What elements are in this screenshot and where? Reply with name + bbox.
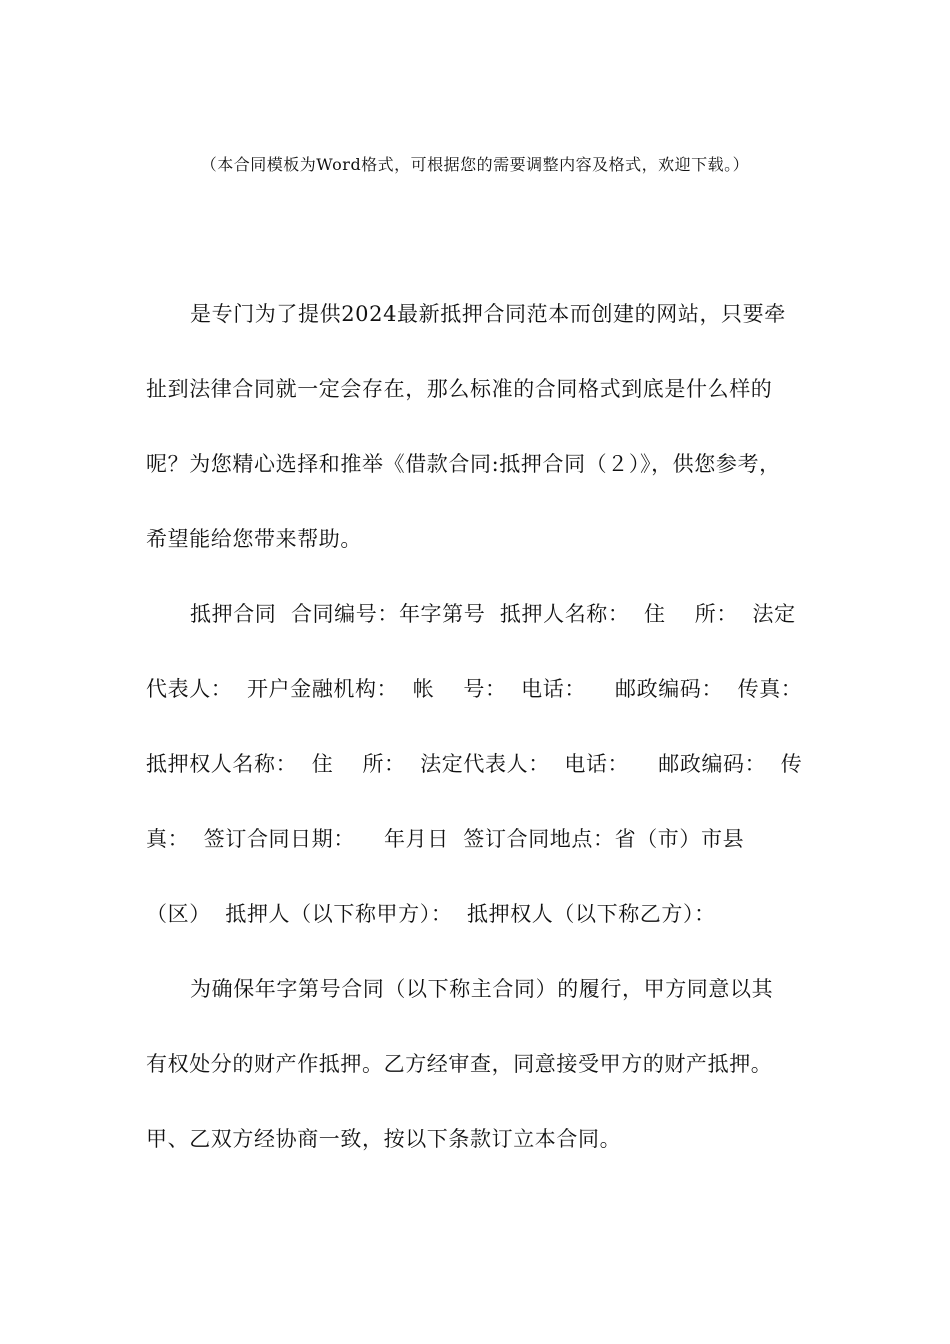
paragraph-1-line-3: 呢？为您精心选择和推举《借款合同:抵押合同（２）》，供您参考， (146, 452, 781, 476)
paragraph-2-line-5: （区） 抵押人（以下称甲方）： 抵押权人（以下称乙方）： (146, 902, 716, 926)
paragraph-2-line-2: 代表人： 开户金融机构： 帐 号： 电话： 邮政编码： 传真： (146, 677, 803, 701)
paragraph-1-line-2: 扯到法律合同就一定会存在，那么标准的合同格式到底是什么样的 (146, 377, 773, 401)
paragraph-3-line-3: 甲、乙双方经协商一致，按以下条款订立本合同。 (146, 1127, 622, 1151)
paragraph-2-line-3: 抵押权人名称： 住 所： 法定代表人： 电话： 邮政编码： 传 (146, 752, 803, 776)
paragraph-1-line-1: 是专门为了提供2024最新抵押合同范本而创建的网站，只要牵 (190, 302, 786, 326)
paragraph-3-line-1: 为确保年字第号合同（以下称主合同）的履行，甲方同意以其 (190, 977, 774, 1001)
paragraph-2-line-4: 真： 签订合同日期： 年月日 签订合同地点：省（市）市县 (146, 827, 745, 851)
paragraph-2-line-1: 抵押合同 合同编号：年字第号 抵押人名称： 住 所： 法定 (190, 602, 796, 626)
paragraph-1-line-4: 希望能给您带来帮助。 (146, 527, 362, 551)
paragraph-3-line-2: 有权处分的财产作抵押。乙方经审查，同意接受甲方的财产抵押。 (146, 1052, 773, 1076)
template-note: （本合同模板为Word格式，可根据您的需要调整内容及格式，欢迎下载。） (200, 155, 750, 174)
